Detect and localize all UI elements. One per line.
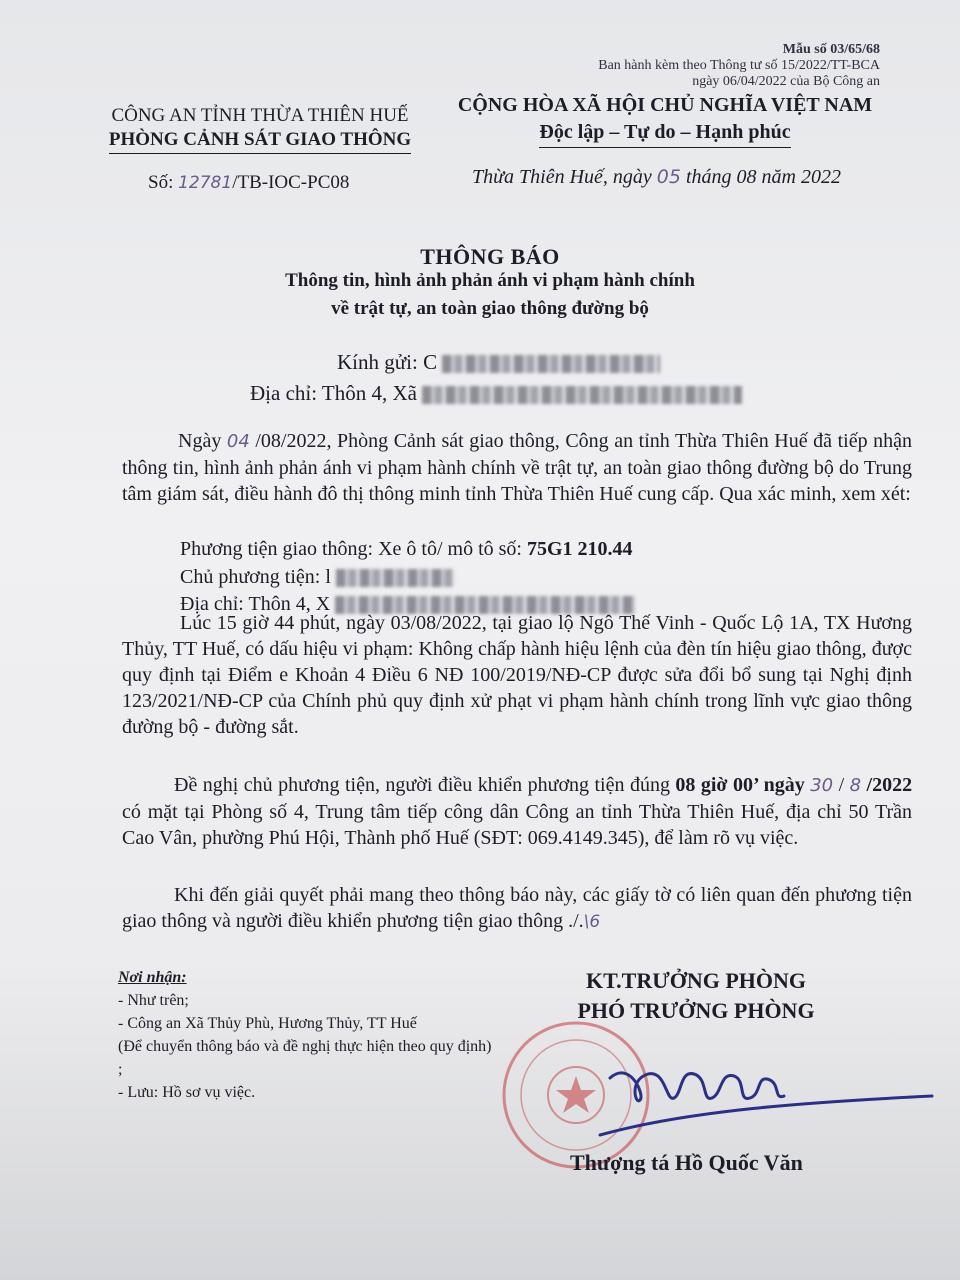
owner-label: Chủ phương tiện: [180, 566, 321, 588]
document-subtitle [180, 267, 800, 323]
document-number [148, 172, 349, 194]
p3-year: /2022 [866, 774, 913, 796]
national-motto: Độc lập – Tự do – Hạnh phúc [539, 119, 790, 148]
place-date-suffix: tháng 08 năm 2022 [685, 166, 841, 188]
recipient-item: - Lưu: Hồ sơ vụ việc. [118, 1084, 256, 1101]
recipient-item: - Như trên; [118, 992, 189, 1009]
paragraph-instructions [122, 882, 912, 935]
nation-name: CỘNG HÒA XÃ HỘI CHỦ NGHĨA VIỆT NAM [457, 94, 873, 116]
p1-text: /08/2022, Phòng Cảnh sát giao thông, Công an tỉnh Thừa Thiên Huế đã tiếp nhận thông tin, hình ảnh phản ánh vi phạm hành chính về trật tự, an toàn giao thông đường bộ do Trung tâm giám sát, điều hành đô thị thông minh tỉnh Thừa Thiên Huế cung cấp. Qua xác minh, xem xét: [122, 430, 913, 505]
national-header [430, 92, 900, 148]
p3-text: có mặt tại Phòng số 4, Trung tâm tiếp công dân Công an tỉnh Thừa Thiên Huế, địa chỉ 50 Trần Cao Vân, phường Phú Hội, Thành phố Huế (SĐT: 069.4149.345), để làm rõ vụ việc. [122, 801, 912, 849]
recipient-item: (Để chuyển thông báo và đề nghị thực hiện theo quy định) ; [118, 1038, 492, 1078]
recipient-visible-fragment: C [423, 350, 438, 374]
p1-prefix: Ngày [178, 430, 222, 452]
paragraph-violation: Lúc 15 giờ 44 phút, ngày 03/08/2022, tại giao lộ Ngô Thế Vinh - Quốc Lộ 1A, TX Hương Thủy, TT Huế, có dấu hiệu vi phạm: Không chấp hành hiệu lệnh của đèn tín hiệu giao thông, được quy định tại Điểm e Khoản 4 Điều 6 NĐ 100/2019/NĐ-CP được sửa đổi bổ sung tại Nghị định 123/2021/NĐ-CP của Chính phủ quy định xử phạt vi phạm hành chính trong lĩnh vực giao thông đường bộ - đường sắt. [122, 612, 912, 738]
redacted-recipient-address [422, 386, 742, 404]
signer-role-1: KT.TRƯỞNG PHÒNG [586, 968, 806, 993]
agency-name: PHÒNG CẢNH SÁT GIAO THÔNG [109, 128, 411, 154]
vehicle-label: Phương tiện giao thông: Xe ô tô/ mô tô số: [180, 538, 522, 560]
form-reference [560, 42, 880, 90]
recipients-block [118, 966, 498, 1104]
p4-text: Khi đến giải quyết phải mang theo thông báo này, các giấy tờ có liên quan đến phương tiện giao thông và người điều khiển phương tiện giao thông ./. [122, 884, 912, 932]
place-date [472, 166, 841, 189]
owner-line [180, 566, 454, 589]
redacted-recipient-name [442, 355, 660, 373]
p3-prefix: Đề nghị chủ phương tiện, người điều khiển phương tiện đúng [174, 774, 670, 796]
recipient-address-label: Địa chỉ: Thôn 4, Xã [250, 381, 417, 405]
p3-handwritten-day: 30 [810, 775, 834, 796]
redacted-owner-name [336, 569, 454, 587]
vehicle-line [180, 538, 633, 561]
owner-visible-fragment: l [325, 566, 331, 588]
recipient-label: Kính gửi: [337, 350, 418, 374]
p3-time: 08 giờ 00’ ngày [675, 774, 805, 796]
subtitle-line-1: Thông tin, hình ảnh phản ánh vi phạm hành chính [285, 270, 695, 291]
subtitle-line-2: về trật tự, an toàn giao thông đường bộ [331, 298, 649, 319]
p3-separator: / [838, 774, 845, 796]
form-issue-date: ngày 06/04/2022 của Bộ Công an [692, 74, 880, 89]
doc-no-suffix: /TB-IOC-PC08 [232, 172, 350, 193]
p4-handwritten-mark: \6 [583, 912, 601, 932]
doc-no-handwritten: 12781 [178, 173, 233, 193]
signer-name: Thượng tá Hồ Quốc Văn [570, 1150, 803, 1175]
doc-no-label: Số: [148, 172, 174, 193]
agency-parent: CÔNG AN TỈNH THỪA THIÊN HUẾ [111, 105, 409, 126]
recipient-address-line [250, 381, 742, 406]
vehicle-plate: 75G1 210.44 [526, 538, 633, 560]
paragraph-receipt [122, 428, 912, 507]
place-date-day: 05 [656, 166, 681, 188]
form-number: Mẫu số 03/65/68 [782, 42, 880, 57]
place-date-prefix: Thừa Thiên Huế, ngày [472, 166, 652, 188]
signer-role-2: PHÓ TRƯỞNG PHÒNG [577, 998, 815, 1023]
agency-header [80, 104, 440, 154]
handwritten-signature [570, 1040, 940, 1150]
owner-address-label: Địa chỉ: Thôn 4, X [180, 593, 331, 615]
paragraph-summons [122, 772, 912, 851]
p3-handwritten-month: 8 [849, 775, 862, 796]
recipient-item: - Công an Xã Thủy Phù, Hương Thủy, TT Huế [118, 1015, 417, 1032]
form-issued-by: Ban hành kèm theo Thông tư số 15/2022/TT-BCA [598, 58, 880, 73]
p1-handwritten-day: 04 [226, 431, 250, 452]
document-title: THÔNG BÁO [420, 244, 560, 269]
recipients-title: Nơi nhận: [118, 969, 187, 986]
recipient-line [337, 350, 660, 375]
